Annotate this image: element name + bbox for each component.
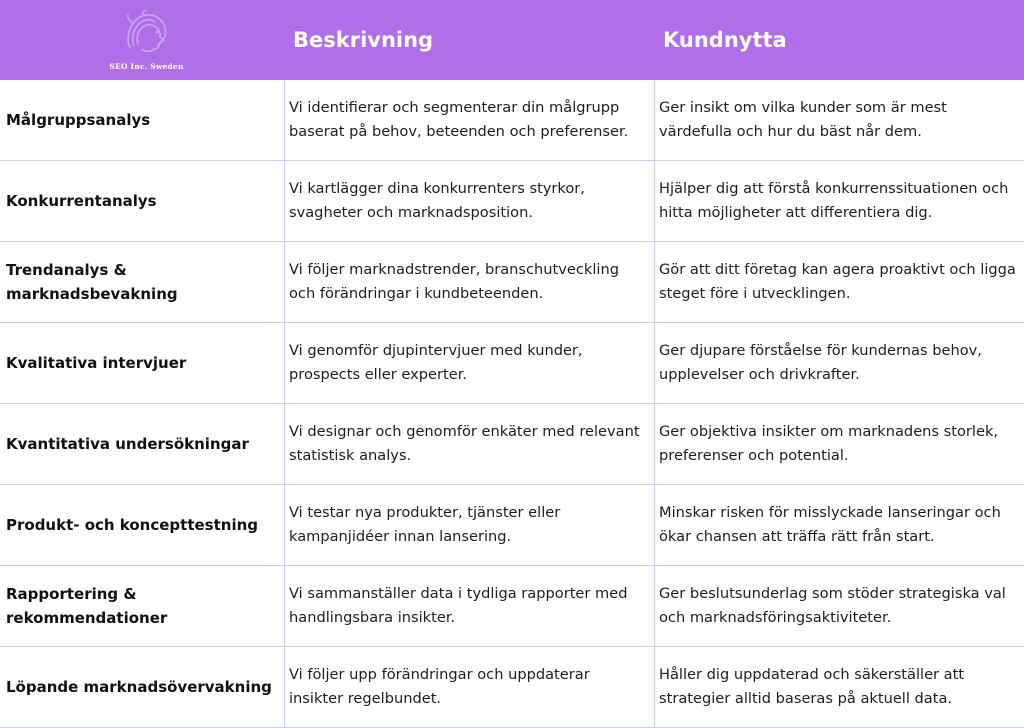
row-6-benefit: Minskar risken för misslyckade lanseringar och ökar chansen att träffa rätt från start. xyxy=(655,485,1024,566)
row-8-description: Vi följer upp förändringar och uppdaterar insikter regelbundet. xyxy=(285,647,655,728)
row-2-benefit: Hjälper dig att förstå konkurrenssituationen och hitta möjligheter att differentiera dig. xyxy=(655,161,1024,242)
row-7-description: Vi sammanställer data i tydliga rapporter med handlingsbara insikter. xyxy=(285,566,655,647)
row-3-benefit: Gör att ditt företag kan agera proaktivt och ligga steget före i utvecklingen. xyxy=(655,242,1024,323)
row-6-name: Produkt- och koncepttestning xyxy=(0,485,285,566)
row-3-name: Trendanalys & marknadsbevakning xyxy=(0,242,285,323)
row-4-benefit: Ger djupare förståelse för kundernas behov, upplevelser och drivkrafter. xyxy=(655,323,1024,404)
row-5-description: Vi designar och genomför enkäter med relevant statistisk analys. xyxy=(285,404,655,485)
row-6-description: Vi testar nya produkter, tjänster eller kampanjidéer innan lansering. xyxy=(285,485,655,566)
header-kundnytta: Kundnytta xyxy=(655,0,1024,80)
row-5-benefit: Ger objektiva insikter om marknadens storlek, preferenser och potential. xyxy=(655,404,1024,485)
row-7-name: Rapportering & rekommendationer xyxy=(0,566,285,647)
row-4-description: Vi genomför djupintervjuer med kunder, prospects eller experter. xyxy=(285,323,655,404)
row-5-name: Kvantitativa undersökningar xyxy=(0,404,285,485)
row-1-name: Målgruppsanalys xyxy=(0,80,285,161)
row-7-benefit: Ger beslutsunderlag som stöder strategiska val och marknadsföringsaktiviteter. xyxy=(655,566,1024,647)
row-1-benefit: Ger insikt om vilka kunder som är mest värdefulla och hur du bäst når dem. xyxy=(655,80,1024,161)
header-beskrivning: Beskrivning xyxy=(285,0,655,80)
logo xyxy=(0,0,285,80)
row-2-description: Vi kartlägger dina konkurrenters styrkor, svagheter och marknadsposition. xyxy=(285,161,655,242)
row-3-description: Vi följer marknadstrender, branschutveckling och förändringar i kundbeteenden. xyxy=(285,242,655,323)
row-4-name: Kvalitativa intervjuer xyxy=(0,323,285,404)
row-8-benefit: Håller dig uppdaterad och säkerställer att strategier alltid baseras på aktuell data. xyxy=(655,647,1024,728)
lion-head-icon xyxy=(120,10,174,56)
row-2-name: Konkurrentanalys xyxy=(0,161,285,242)
row-8-name: Löpande marknadsövervakning xyxy=(0,647,285,728)
logo-text: SEO Inc. Sweden xyxy=(109,61,184,71)
row-1-description: Vi identifierar och segmenterar din målgrupp baserat på behov, beteenden och preferenser. xyxy=(285,80,655,161)
